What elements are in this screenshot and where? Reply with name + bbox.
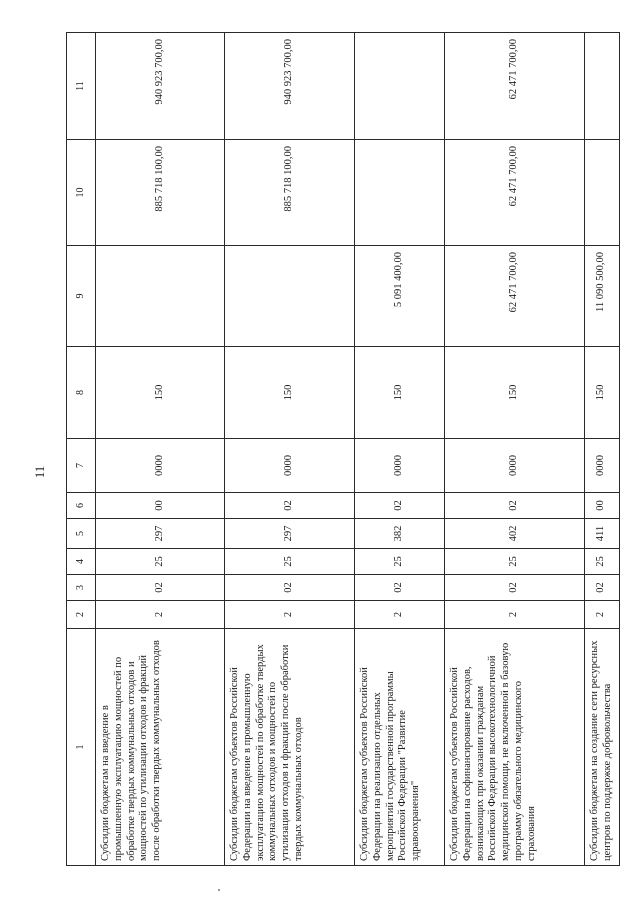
cell-c3: 02 [96,575,225,601]
cell-c4: 25 [445,549,585,575]
cell-c11: 940 923 700,00 [225,33,355,140]
col-header-1: 1 [67,629,96,866]
cell-c2: 2 [225,601,355,629]
cell-c8: 150 [445,347,585,439]
cell-c2: 2 [96,601,225,629]
cell-c6: 02 [445,493,585,519]
cell-c10: 62 471 700,00 [445,140,585,246]
table-row [225,33,355,866]
col-header-11: 11 [67,33,96,140]
cell-c10: 885 718 100,00 [225,140,355,246]
col-header-6: 6 [67,493,96,519]
col-header-10: 10 [67,140,96,246]
cell-c6: 00 [585,493,620,519]
cell-c10 [355,140,445,246]
table-row [96,33,225,866]
cell-c2: 2 [585,601,620,629]
budget-table-rotated [66,33,611,866]
col-header-3: 3 [67,575,96,601]
cell-c3: 02 [585,575,620,601]
col-header-4: 4 [67,549,96,575]
cell-c6: 02 [225,493,355,519]
row-description: Субсидии бюджетам субъектов Российской Федерации на введение в промышленную эксплуатацию мощностей по обработке твердых коммунальных отходов и мощностей по утилизации отходов и фракций после обработки твердых коммунальных отходов [225,629,355,866]
header-row [67,33,96,866]
cell-c7: 0000 [225,439,355,493]
cell-c4: 25 [585,549,620,575]
cell-c4: 25 [225,549,355,575]
col-header-9: 9 [67,246,96,347]
cell-c11 [355,33,445,140]
budget-table [66,32,620,866]
cell-c8: 150 [355,347,445,439]
cell-c2: 2 [445,601,585,629]
cell-c9: 62 471 700,00 [445,246,585,347]
cell-c9: 11 090 500,00 [585,246,620,347]
table-row [445,33,585,866]
cell-c2: 2 [355,601,445,629]
row-description: Субсидии бюджетам на создание сети ресурсных центров по поддержке добровольчества [585,629,620,866]
page-number: 11 [32,465,47,479]
cell-c5: 382 [355,519,445,549]
cell-c4: 25 [355,549,445,575]
row-description: Субсидии бюджетам субъектов Российской Федерации на софинансирование расходов, возникающих при оказании гражданам Российской Федерации высокотехнологичной медицинской помощи, не включенной в базовую программу обязательного медицинского страхования [445,629,585,866]
cell-c6: 00 [96,493,225,519]
cell-c3: 02 [225,575,355,601]
cell-c7: 0000 [445,439,585,493]
cell-c5: 402 [445,519,585,549]
cell-c9 [225,246,355,347]
row-description: Субсидии бюджетам на введение в промышленную эксплуатацию мощностей по обработке твердых коммунальных отходов и мощностей по утилизации отходов и фракций после обработки твердых коммунальных отходов [96,629,225,866]
cell-c5: 297 [225,519,355,549]
row-description: Субсидии бюджетам субъектов Российской Федерации на реализацию отдельных мероприятий государственной программы Российской Федерации "Развитие здравоохранения" [355,629,445,866]
col-header-8: 8 [67,347,96,439]
cell-c4: 25 [96,549,225,575]
cell-c5: 297 [96,519,225,549]
col-header-5: 5 [67,519,96,549]
cell-c8: 150 [96,347,225,439]
cell-c10: 885 718 100,00 [96,140,225,246]
cell-c6: 02 [355,493,445,519]
cell-c5: 411 [585,519,620,549]
cell-c7: 0000 [585,439,620,493]
table-row [355,33,445,866]
cell-c3: 02 [355,575,445,601]
cell-c10 [585,140,620,246]
cell-c11 [585,33,620,140]
cell-c8: 150 [585,347,620,439]
cell-c11: 940 923 700,00 [96,33,225,140]
cell-c7: 0000 [96,439,225,493]
cell-c9: 5 091 400,00 [355,246,445,347]
scan-speck [218,889,220,891]
cell-c3: 02 [445,575,585,601]
cell-c7: 0000 [355,439,445,493]
cell-c8: 150 [225,347,355,439]
table-row [585,33,620,866]
col-header-7: 7 [67,439,96,493]
cell-c11: 62 471 700,00 [445,33,585,140]
cell-c9 [96,246,225,347]
col-header-2: 2 [67,601,96,629]
